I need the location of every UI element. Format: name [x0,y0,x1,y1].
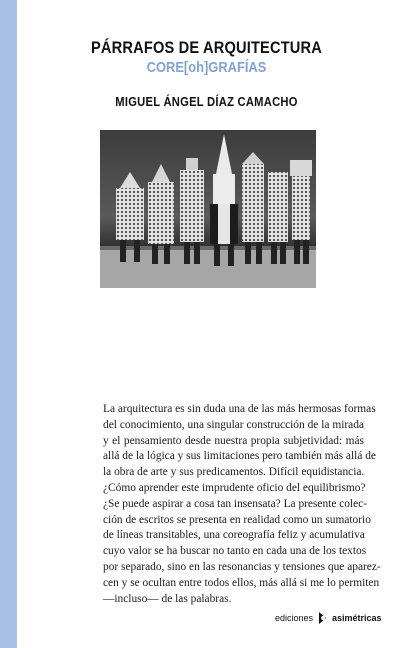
blurb-line: allá de la lógica y sus limitaciones pero también más allá de [103,450,376,463]
blurb-line: la obra de arte y sus predicamentos. Difícil equidistancia. [103,466,365,479]
blurb-line: y el pensamiento desde nuestra propia subjetividad: más [103,434,364,447]
back-cover-blurb [103,402,381,607]
cover-spine-stripe [0,0,17,648]
blurb-line: ción de escritos se presenta en realidad como un sumatorio [103,513,371,526]
blurb-line: —incluso— de las palabras. [103,592,232,605]
publisher-prefix: ediciones [275,613,314,623]
publisher-logo [275,611,382,625]
cover-photograph [100,130,316,288]
book-title: PÁRRAFOS DE ARQUITECTURA [90,38,323,57]
blurb-line: del conocimiento, una singular construcción de la mirada [103,418,364,431]
publisher-name: asimétricas [332,613,382,623]
blurb-line: La arquitectura es sin duda una de las más hermosas formas [103,403,376,415]
blurb-line: ¿Se puede aspirar a cosa tan insensata? La presente colec- [103,497,368,510]
blurb-line: ¿Cómo aprender este imprudente oficio del equilibrismo? [103,481,366,494]
book-author: MIGUEL ÁNGEL DÍAZ CAMACHO [115,94,298,109]
blurb-line: de líneas transitables, una coreografía feliz y acumulativa [103,529,365,542]
blurb-line: cen y se ocultan entre todos ellos, más allá si me lo permiten [103,576,380,589]
blurb-line: por separado, sino en las resonancias y tensiones que aparez- [103,560,381,573]
book-subtitle: CORE[oh]GRAFÍAS [146,59,267,76]
blurb-line: cuyo valor se ha buscar no tanto en cada una de los textos [103,545,367,558]
publisher-mark-icon [317,611,328,625]
